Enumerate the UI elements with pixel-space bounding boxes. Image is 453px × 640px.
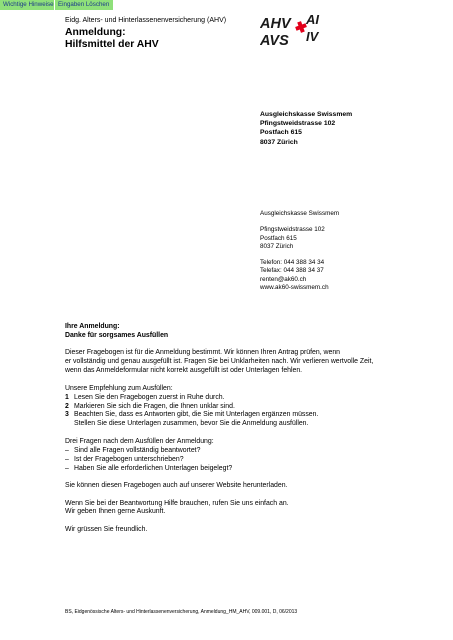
checklist-paragraph xyxy=(65,438,395,474)
closing-text: Wir grüssen Sie freundlich. xyxy=(65,525,148,533)
sender-city: 8037 Zürich xyxy=(260,242,294,250)
ahv-avs-ai-iv-logo xyxy=(260,12,322,48)
checklist-item xyxy=(65,465,395,474)
recommendation-paragraph xyxy=(65,385,395,430)
checklist-text: Ist der Fragebogen unterschrieben? xyxy=(74,455,184,463)
checklist-dash: – xyxy=(65,455,69,463)
sender-name: Ausgleichskasse Swissmem xyxy=(260,210,340,217)
recipient-line-2: Pfingstweidstrasse 102 xyxy=(260,120,336,128)
step-item xyxy=(65,394,395,403)
sender-pobox: Postfach 615 xyxy=(260,234,297,242)
intro-line-1: Dieser Fragebogen ist für die Anmeldung bestimmt. Wir können Ihren Antrag prüfen, wenn xyxy=(65,349,341,357)
sender-fax: Telefax: 044 388 34 37 xyxy=(260,267,324,275)
sender-spacer xyxy=(260,218,339,226)
help-paragraph xyxy=(65,500,395,518)
sender-website[interactable]: www.ak60-swissmem.ch xyxy=(260,283,329,291)
download-text: Sie können diesen Fragebogen auch auf unserer Website herunterladen. xyxy=(65,482,288,490)
checklist-dash: – xyxy=(65,464,69,472)
recipient-address xyxy=(260,110,352,147)
step-item xyxy=(65,403,395,412)
intro-line-2: er vollständig und genau ausgefüllt ist. Fragen Sie bei Unklarheiten nach. Wir verlieren wertvolle Zeit, xyxy=(65,358,374,366)
title-line-2: Hilfsmittel der AHV xyxy=(65,38,159,50)
closing-paragraph xyxy=(65,526,395,535)
title-line-1: Anmeldung: xyxy=(65,27,126,38)
step-item xyxy=(65,411,395,420)
recipient-line-4: 8037 Zürich xyxy=(260,138,298,146)
intro-line-3: wenn das Anmeldeformular nicht korrekt ausgefüllt ist oder Unterlagen fehlen. xyxy=(65,367,303,375)
step-number: 1 xyxy=(65,393,69,401)
body-heading xyxy=(65,323,395,341)
page-title xyxy=(65,27,159,50)
recipient-line-1: Ausgleichskasse Swissmem xyxy=(260,111,353,118)
document-footer: BS, Eidgenössische Alters- und Hinterlassenenversicherung, Anmeldung_HM_AHV, 009.001, D, 06/2013 xyxy=(65,609,298,615)
recommendation-intro: Unsere Empfehlung zum Ausfüllen: xyxy=(65,384,173,392)
important-notes-button[interactable]: Wichtige Hinweise xyxy=(0,0,55,10)
sender-spacer-2 xyxy=(260,251,339,259)
download-paragraph xyxy=(65,482,395,491)
form-toolbar xyxy=(0,0,114,10)
sender-phone: Telefon: 044 388 34 34 xyxy=(260,259,325,267)
clear-inputs-button[interactable]: Eingaben Löschen xyxy=(55,0,114,10)
intro-paragraph xyxy=(65,349,395,376)
step-text: Beachten Sie, dass es Antworten gibt, die Sie mit Unterlagen ergänzen müssen. xyxy=(74,411,319,419)
checklist-item xyxy=(65,456,395,465)
organization-name: Eidg. Alters- und Hinterlassenenversicherung (AHV) xyxy=(65,17,227,24)
logo-text-iv: IV xyxy=(306,29,319,44)
step-text: Markieren Sie sich die Fragen, die Ihnen unklar sind. xyxy=(74,402,235,410)
checklist-text: Sind alle Fragen vollständig beantwortet? xyxy=(74,446,201,454)
step-text: Lesen Sie den Fragebogen zuerst in Ruhe durch. xyxy=(74,393,225,401)
body-heading-1: Ihre Anmeldung: xyxy=(65,323,120,330)
checklist-item xyxy=(65,447,395,456)
checklist-intro: Drei Fragen nach dem Ausfüllen der Anmeldung: xyxy=(65,437,214,445)
recipient-line-3: Postfach 615 xyxy=(260,129,302,137)
logo-text-avs: AVS xyxy=(260,33,289,48)
step-3-continuation: Stellen Sie diese Unterlagen zusammen, bevor Sie die Anmeldung ausfüllen. xyxy=(74,420,309,428)
help-line-1: Wenn Sie bei der Beantwortung Hilfe brauchen, rufen Sie uns einfach an. xyxy=(65,499,289,507)
sender-address-block xyxy=(260,210,339,292)
logo-text-ahv: AHV xyxy=(260,16,291,32)
help-line-2: Wir geben Ihnen gerne Auskunft. xyxy=(65,508,166,516)
logo-text-ai: AI xyxy=(306,12,319,27)
body-heading-2: Danke für sorgsames Ausfüllen xyxy=(65,331,169,339)
step-number: 3 xyxy=(65,411,69,419)
sender-email[interactable]: renten@ak60.ch xyxy=(260,275,307,283)
step-number: 2 xyxy=(65,402,69,410)
checklist-text: Haben Sie alle erforderlichen Unterlagen beigelegt? xyxy=(74,464,233,472)
sender-street: Pfingstweidstrasse 102 xyxy=(260,226,325,234)
checklist-dash: – xyxy=(65,446,69,454)
letter-body xyxy=(65,323,395,543)
